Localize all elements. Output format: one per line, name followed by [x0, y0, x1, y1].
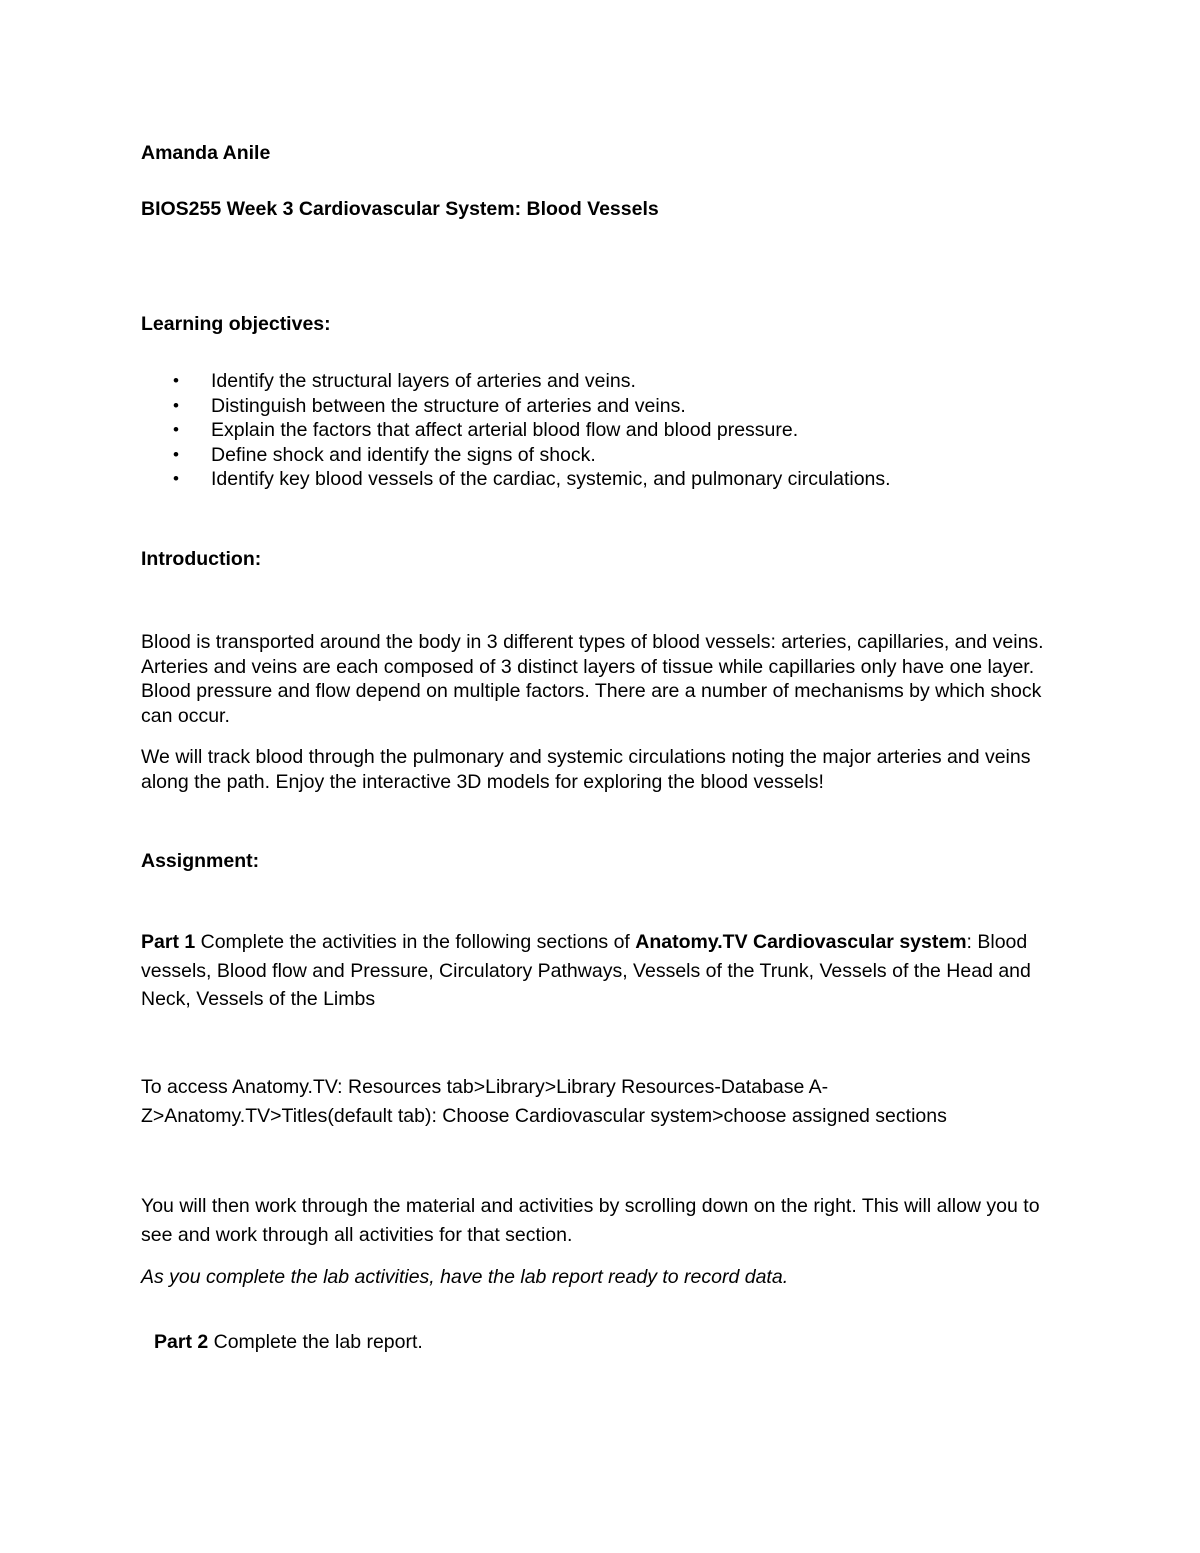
work-through-instructions: You will then work through the material and activities by scrolling down on the right. This will allow you to see and work through all activities for that section.: [141, 1195, 1040, 1246]
part-2-paragraph: [154, 1331, 423, 1354]
list-item: [141, 369, 891, 394]
author-name: Amanda Anile: [141, 142, 271, 164]
objective-text: Identify key blood vessels of the cardiac, systemic, and pulmonary circulations.: [211, 468, 891, 490]
part-2-text: Complete the lab report.: [208, 1331, 423, 1353]
bullet-icon: •: [173, 395, 179, 415]
part-1-label: Part 1: [141, 931, 196, 953]
objective-text: Identify the structural layers of arteries and veins.: [211, 370, 636, 392]
bullet-icon: •: [173, 444, 179, 464]
document-title: BIOS255 Week 3 Cardiovascular System: Blood Vessels: [141, 198, 659, 220]
objective-text: Distinguish between the structure of arteries and veins.: [211, 394, 686, 417]
bullet-icon: •: [173, 469, 179, 488]
objective-text: Define shock and identify the signs of shock.: [211, 443, 596, 466]
introduction-paragraph-1: Blood is transported around the body in 3 different types of blood vessels: arteries, capillaries, and veins. Arteries and veins are each composed of 3 distinct layers of tissue while capillaries only have one layer. Blood pressure and flow depend on multiple factors. There are a number of mechanisms by which shock can occur.: [141, 631, 1044, 727]
bullet-icon: •: [173, 420, 179, 439]
lab-report-note: As you complete the lab activities, have the lab report ready to record data.: [141, 1266, 789, 1288]
introduction-paragraph-2: We will track blood through the pulmonary and systemic circulations noting the major arteries and veins along the path. Enjoy the interactive 3D models for exploring the blood vessels!: [141, 746, 1031, 793]
part-2-label: Part 2: [154, 1331, 209, 1353]
access-instructions: To access Anatomy.TV: Resources tab>Library>Library Resources-Database A-Z>Anatomy.TV>Titles(default tab): Choose Cardiovascular system>choose assigned sections: [141, 1076, 947, 1127]
list-item: [141, 394, 891, 419]
objective-text: Explain the factors that affect arterial blood flow and blood pressure.: [211, 419, 799, 441]
list-item: [141, 443, 891, 468]
part-1-sections: : Blood vessels, Blood flow and Pressure, Circulatory Pathways, Vessels of the Trunk, Vessels of the Head and Neck, Vessels of the Limbs: [141, 931, 1031, 1011]
anatomy-tv-emphasis: Anatomy.TV Cardiovascular system: [635, 931, 967, 953]
learning-objectives-heading: Learning objectives:: [141, 313, 331, 335]
part-1-text: Complete the activities in the following sections of: [195, 931, 636, 953]
list-item: [141, 418, 891, 443]
list-item: [141, 467, 891, 492]
bullet-icon: •: [173, 371, 179, 390]
learning-objectives-list: [141, 369, 891, 492]
assignment-heading: Assignment:: [141, 850, 260, 872]
part-1-paragraph: [141, 928, 1061, 1014]
introduction-heading: Introduction:: [141, 548, 262, 570]
